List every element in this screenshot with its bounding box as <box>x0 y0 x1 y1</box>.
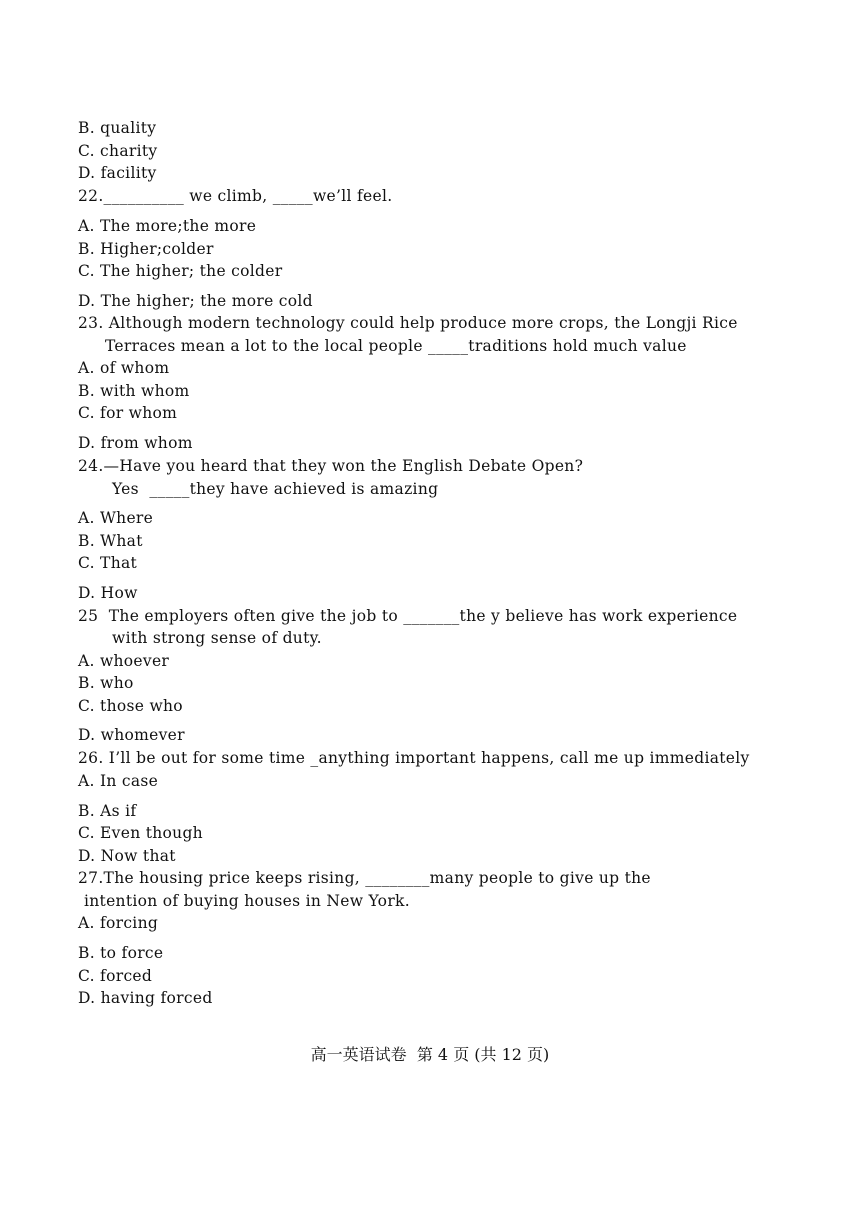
option-a-q22: A. The more;the more <box>78 217 257 235</box>
question-23-line1: 23. Although modern technology could help produce more crops, the Longji Rice <box>78 314 738 332</box>
option-c-q22: C. The higher; the colder <box>78 262 283 280</box>
question-25-line2: with strong sense of duty. <box>112 629 322 647</box>
option-c-q26: C. Even though <box>78 824 203 842</box>
question-26: 26. I’ll be out for some time _anything important happens, call me up immediately <box>78 749 750 767</box>
option-c-q24: C. That <box>78 554 138 572</box>
option-d-q21: D. facility <box>78 164 157 182</box>
option-d-q24: D. How <box>78 584 138 602</box>
option-b-q27: B. to force <box>78 944 164 962</box>
option-b-q25: B. who <box>78 674 134 692</box>
option-d-q22: D. The higher; the more cold <box>78 292 313 310</box>
option-a-q26: A. In case <box>78 772 159 790</box>
option-a-q24: A. Where <box>78 509 154 527</box>
option-b-q24: B. What <box>78 532 143 550</box>
option-c-q25: C. those who <box>78 697 183 715</box>
option-b-q21: B. quality <box>78 119 157 137</box>
option-d-q26: D. Now that <box>78 847 176 865</box>
option-a-q25: A. whoever <box>78 652 170 670</box>
question-23-line2: Terraces mean a lot to the local people _____traditions hold much value <box>105 337 687 355</box>
option-c-q23: C. for whom <box>78 404 178 422</box>
question-25-line1: 25 The employers often give the job to _______the y believe has work experience <box>78 607 738 625</box>
question-27-line1: 27.The housing price keeps rising, ________many people to give up the <box>78 869 651 887</box>
question-24-line2: Yes _____they have achieved is amazing <box>112 480 439 498</box>
option-a-q27: A. forcing <box>78 914 159 932</box>
option-b-q22: B. Higher;colder <box>78 240 214 258</box>
option-d-q23: D. from whom <box>78 434 193 452</box>
option-d-q25: D. whomever <box>78 726 185 744</box>
question-27-line2: intention of buying houses in New York. <box>84 892 410 910</box>
page-footer: 高一英语试卷 第 4 页 (共 12 页) <box>310 1045 550 1064</box>
option-b-q26: B. As if <box>78 802 137 820</box>
question-24-line1: 24.—Have you heard that they won the English Debate Open? <box>78 457 584 475</box>
option-a-q23: A. of whom <box>78 359 170 377</box>
option-b-q23: B. with whom <box>78 382 190 400</box>
option-d-q27: D. having forced <box>78 989 213 1007</box>
question-22: 22.__________ we climb, _____we’ll feel. <box>78 187 393 205</box>
option-c-q21: C. charity <box>78 142 158 160</box>
option-c-q27: C. forced <box>78 967 153 985</box>
